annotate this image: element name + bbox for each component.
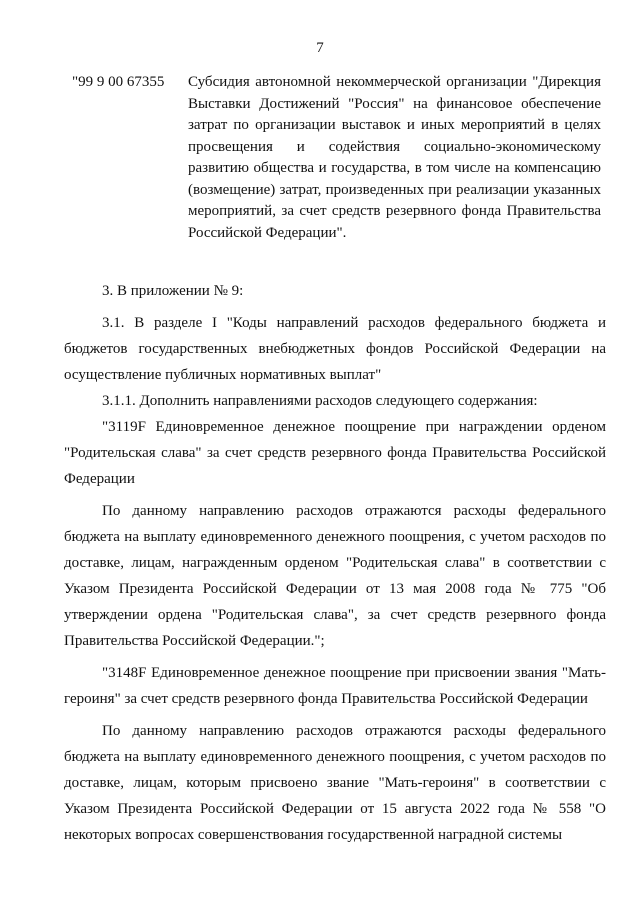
paragraph-code-3148f: "3148F Единовременное денежное поощрение при присвоении звания "Мать-героиня" за счет средств резервного фонда Правительства Российской Федерации xyxy=(64,665,606,707)
document-body xyxy=(64,278,606,848)
paragraph-appendix-9: 3. В приложении № 9: xyxy=(102,283,244,299)
paragraph-supplement: 3.1.1. Дополнить направлениями расходов следующего содержания: xyxy=(102,393,538,409)
expense-code: "99 9 00 67355 xyxy=(72,74,165,90)
expense-code-description: Субсидия автономной некоммерческой организации "Дирекция Выставки Достижений "Россия" на финансовое обеспечение затрат по организации выставок и иных мероприятий в целях просвещения и содействия социально-экономическому развитию общества и государства, в том числе на компенсацию (возмещение) затрат, произведенных при реализации указанных мероприятий, за счет средств резервного фонда Правительства Российской Федерации". xyxy=(188,74,601,241)
paragraph-code-3119f-description: По данному направлению расходов отражаются расходы федерального бюджета на выплату единовременного денежного поощрения, с учетом расходов по доставке, лицам, награжденным орденом "Родительская слава" в соответствии с Указом Президента Российской Федерации от 13 мая 2008 года № 775 "Об утверждении ордена "Родительская слава", за счет средств резервного фонда Правительства Российской Федерации."; xyxy=(64,503,606,649)
paragraph-code-3119f: "3119F Единовременное денежное поощрение при награждении орденом "Родительская слава" за счет средств резервного фонда Правительства Российской Федерации xyxy=(64,419,606,487)
paragraph-code-3148f-description: По данному направлению расходов отражаются расходы федерального бюджета на выплату единовременного денежного поощрения, с учетом расходов по доставке, лицам, которым присвоено звание "Мать-героиня" в соответствии с Указом Президента Российской Федерации от 15 августа 2022 года № 558 "О некоторых вопросах совершенствования государственной наградной системы xyxy=(64,723,606,843)
page-number: 7 xyxy=(316,40,324,56)
paragraph-section-1: 3.1. В разделе I "Коды направлений расходов федерального бюджета и бюджетов государственных внебюджетных фондов Российской Федерации на осуществление публичных нормативных выплат" xyxy=(64,315,606,383)
